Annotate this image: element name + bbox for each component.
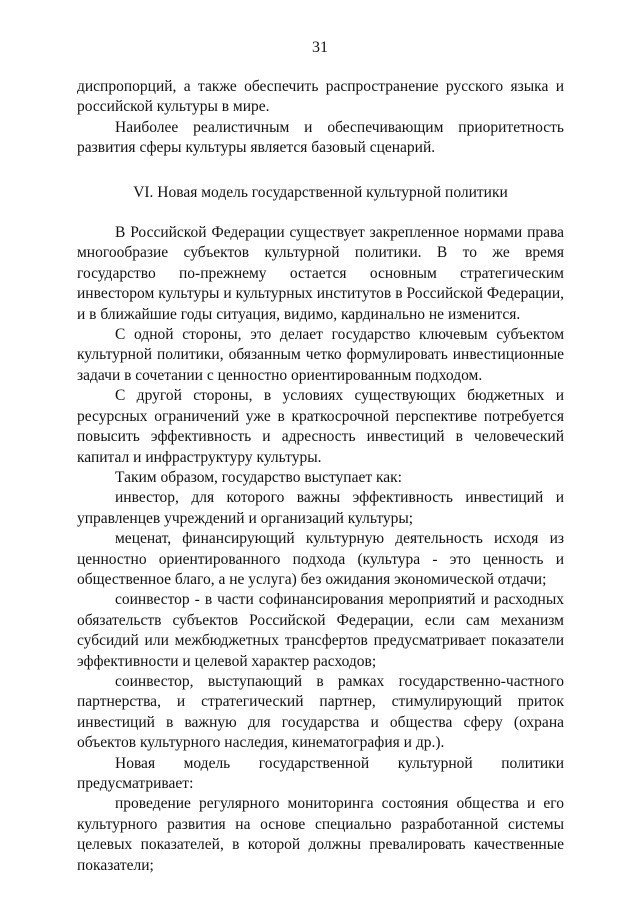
paragraph: С одной стороны, это делает государство ключевым субъектом культурной политики, обязанным четко формулировать инвестиционные задачи в сочетании с ценностно ориентированным подходом. [77, 326, 564, 384]
list-item: инвестор, для которого важны эффективность инвестиций и управленцев учреждений и организаций культуры; [77, 489, 564, 527]
page-number: 31 [312, 39, 328, 56]
paragraph: В Российской Федерации существует закрепленное нормами права многообразие субъектов культурной политики. В то же время государство по-прежнему остается основным стратегическим инвестором культуры и культурных институтов в Российской Федерации, и в ближайшие годы ситуация, видимо, кардинально не изменится. [77, 224, 564, 323]
paragraph: Наиболее реалистичным и обеспечивающим приоритетность развития сферы культуры является базовый сценарий. [77, 118, 564, 157]
paragraph: Таким образом, государство выступает как: [115, 468, 402, 486]
paragraph: С другой стороны, в условиях существующих бюджетных и ресурсных ограничений уже в краткосрочной перспективе потребуется повысить эффективность и адресность инвестиций в человеческий капитал и инфраструктуру культуры. [77, 387, 564, 466]
paragraph: Новая модель государственной культурной политики предусматривает: [77, 754, 564, 792]
list-item: меценат, финансирующий культурную деятельность исходя из ценностно ориентированного подхода (культура - это ценность и общественное благо, а не услуга) без ожидания экономической отдачи; [77, 530, 564, 588]
body-text [77, 77, 564, 876]
section-heading: VI. Новая модель государственной культурной политики [133, 183, 508, 201]
list-item: соинвестор - в части софинансирования мероприятий и расходных обязательств субъектов Российской Федерации, если сам механизм субсидий или межбюджетных трансфертов предусматривает показатели эффективности и целевой характер расходов; [77, 591, 564, 670]
list-item: соинвестор, выступающий в рамках государственно-частного партнерства, и стратегический партнер, стимулирующий приток инвестиций в важную для государства и общества сферу (охрана объектов культурного наследия, кинематография и др.). [77, 672, 564, 752]
paragraph: диспропорций, а также обеспечить распространение русского языка и российской культуры в мире. [77, 78, 564, 116]
list-item: проведение регулярного мониторинга состояния общества и его культурного развития на основе специально разработанной системы целевых показателей, в которой должны превалировать качественные показатели; [77, 795, 564, 874]
